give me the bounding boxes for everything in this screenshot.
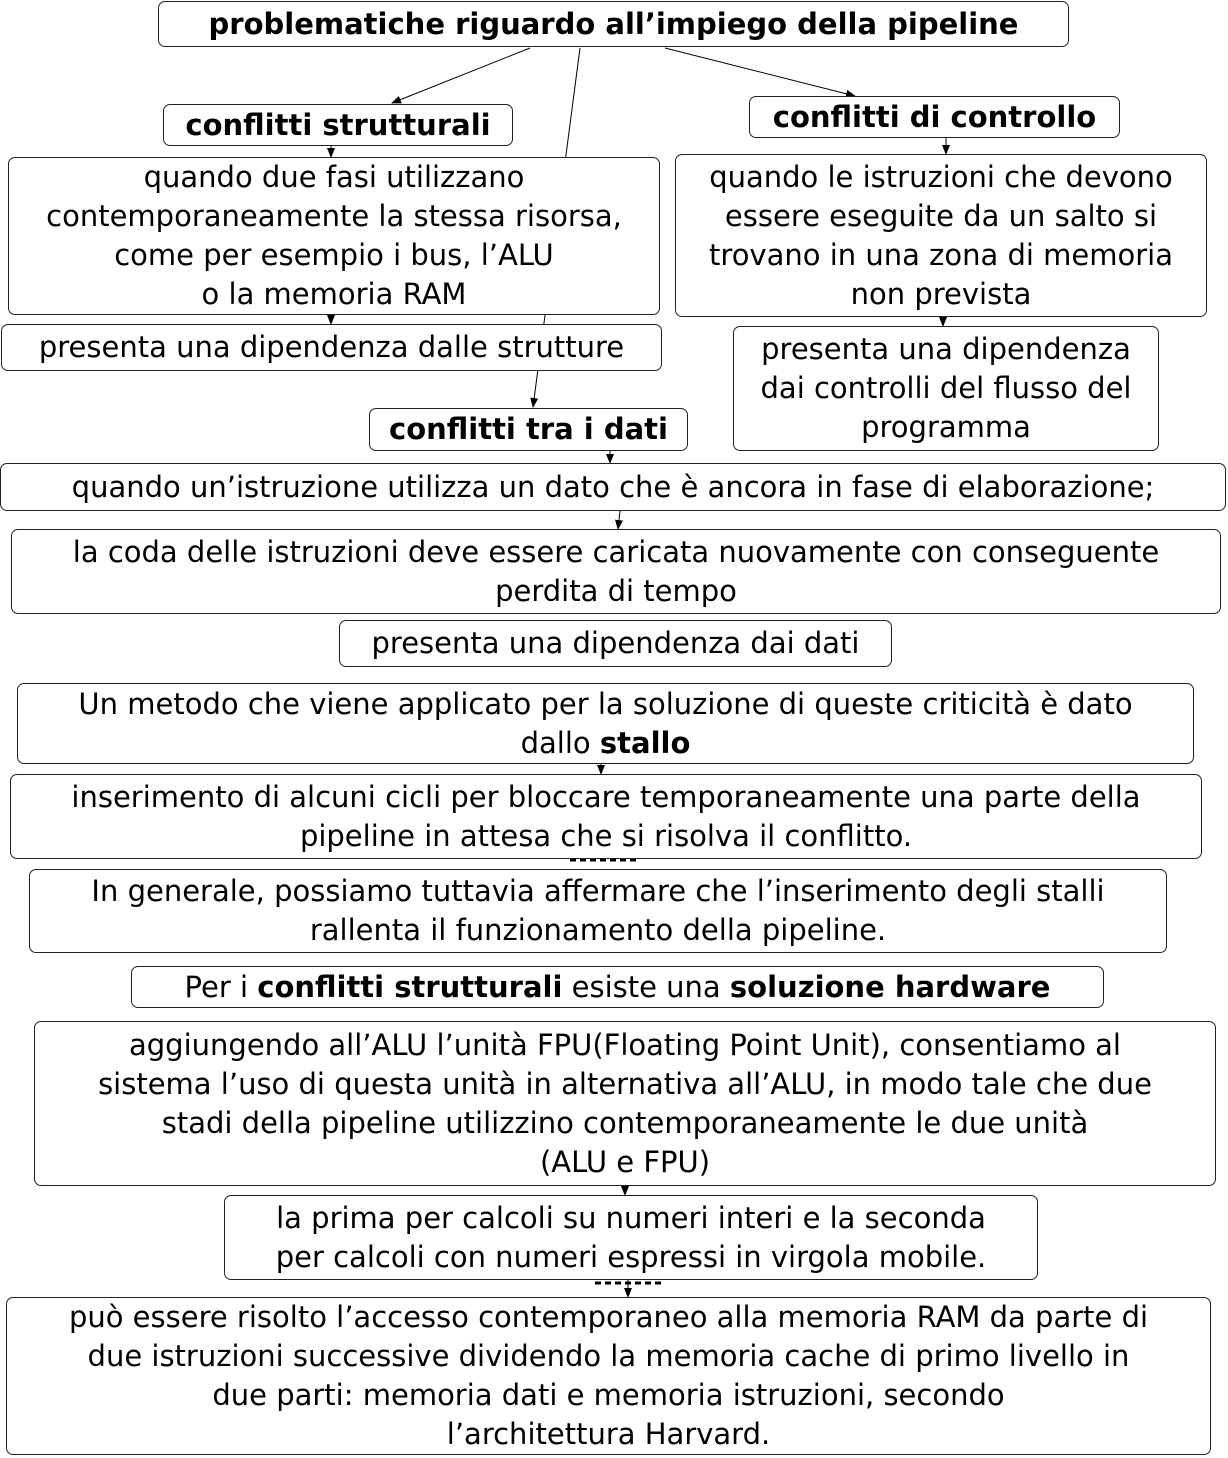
stall-general-line: rallenta il funzionamento della pipeline. — [309, 913, 887, 947]
data-dependency-text: presenta una dipendenza dai dati — [371, 626, 860, 660]
control-desc-node — [675, 154, 1207, 317]
control-desc-line: essere eseguite da un salto si — [724, 198, 1158, 233]
harvard-line: due parti: memoria dati e memoria istruzioni, secondo — [212, 1378, 1005, 1412]
link-title-structural — [392, 48, 530, 103]
harvard-line: può essere risolto l’accesso contemporaneo alla memoria RAM da parte di — [68, 1300, 1149, 1334]
hardware-p2: esiste una — [562, 969, 730, 1004]
fpu-node — [34, 1021, 1216, 1186]
fpu-line: (ALU e FPU) — [539, 1144, 711, 1179]
fpu-line: aggiungendo all’ALU l’unità FPU(Floating Point Unit), consentiamo al — [129, 1027, 1121, 1062]
stall-general-line: In generale, possiamo tuttavia affermare che l’inserimento degli stalli — [91, 874, 1105, 908]
data-conflicts-node — [369, 408, 688, 451]
control-heading: conflitti di controllo — [772, 99, 1097, 134]
control-desc-line: non prevista — [850, 276, 1032, 311]
data-desc-node — [0, 463, 1226, 511]
data-desc-text: quando un’istruzione utilizza un dato che è ancora in fase di elaborazione; — [71, 469, 1155, 504]
units-usage-line: la prima per calcoli su numeri interi e la seconda — [276, 1200, 986, 1235]
harvard-line: due istruzioni successive dividendo la memoria cache di primo livello in — [87, 1339, 1130, 1373]
units-usage-line: per calcoli con numeri espressi in virgola mobile. — [275, 1239, 987, 1274]
structural-desc-line: contemporaneamente la stessa risorsa, — [46, 199, 622, 233]
title-text: problematiche riguardo all’impiego della pipeline — [208, 6, 1019, 41]
structural-desc-node — [8, 157, 660, 315]
title-node — [158, 1, 1069, 47]
control-desc-line: trovano in una zona di memoria — [709, 237, 1173, 272]
harvard-line: l’architettura Harvard. — [446, 1417, 771, 1451]
hardware-b1: conflitti strutturali — [257, 969, 563, 1004]
control-dependency-line: dai controlli del flusso del — [760, 371, 1132, 405]
stall-method-node — [17, 683, 1194, 764]
queue-reload-line: perdita di tempo — [495, 573, 737, 608]
queue-reload-node — [11, 529, 1221, 614]
structural-conflicts-node — [163, 104, 513, 146]
hardware-solution-text — [185, 968, 1051, 1007]
structural-desc-line: o la memoria RAM — [201, 277, 467, 311]
hardware-b2: soluzione hardware — [729, 969, 1051, 1004]
control-conflicts-node — [749, 96, 1120, 138]
data-dependency-node — [339, 620, 892, 667]
fpu-line: sistema l’uso di questa unità in alternativa all’ALU, in modo tale che due — [98, 1066, 1152, 1101]
control-dependency-line: presenta una dipendenza — [761, 332, 1131, 366]
stall-general-node — [29, 869, 1167, 953]
data-heading: conflitti tra i dati — [389, 412, 668, 446]
fpu-line: stadi della pipeline utilizzino contemporaneamente le due unità — [161, 1105, 1089, 1140]
stall-method-prefix: dallo — [520, 725, 600, 760]
control-desc-line: quando le istruzioni che devono — [709, 159, 1173, 194]
structural-dependency-node — [1, 324, 662, 371]
link-desc-queue — [618, 511, 620, 529]
link-title-control — [665, 48, 855, 96]
units-usage-node — [224, 1195, 1038, 1280]
structural-heading: conflitti strutturali — [185, 107, 491, 142]
control-dependency-line: programma — [861, 410, 1031, 444]
control-dependency-node — [733, 326, 1159, 451]
structural-desc-line: quando due fasi utilizzano — [143, 160, 525, 194]
hardware-solution-node — [131, 966, 1104, 1008]
stall-keyword: stallo — [599, 725, 691, 760]
structural-desc-line: come per esempio i bus, l’ALU — [114, 238, 554, 272]
stall-insertion-line: pipeline in attesa che si risolva il conflitto. — [299, 818, 913, 853]
structural-dependency-text: presenta una dipendenza dalle strutture — [38, 330, 625, 364]
hardware-p1: Per i — [184, 969, 258, 1004]
stall-method-line: Un metodo che viene applicato per la soluzione di queste criticità è dato — [78, 686, 1133, 721]
stall-method-line — [521, 724, 691, 763]
stall-insertion-line: inserimento di alcuni cicli per bloccare temporaneamente una parte della — [71, 779, 1141, 814]
queue-reload-line: la coda delle istruzioni deve essere caricata nuovamente con conseguente — [72, 534, 1160, 569]
stall-insertion-node — [10, 774, 1202, 859]
harvard-node — [6, 1297, 1211, 1455]
